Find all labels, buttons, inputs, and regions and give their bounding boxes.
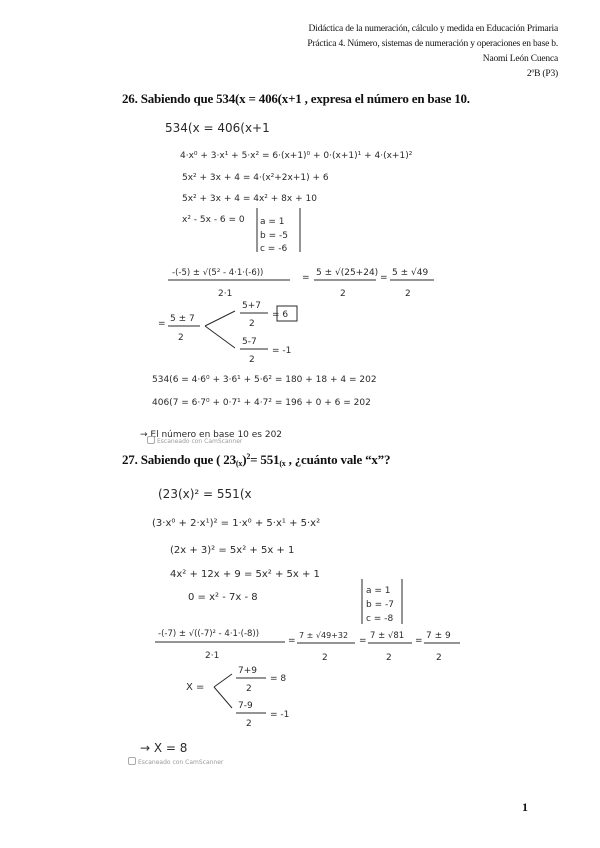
svg-text:=: = (288, 636, 296, 646)
p26-quadratic-numerator: -(-5) ± √(5² - 4·1·(-6)) (172, 268, 264, 278)
p26-root2-denominator: 2 (249, 355, 255, 365)
p27-coef-b: b = -7 (366, 600, 394, 610)
p26-scanner-watermark: Escaneado con CamScanner (147, 436, 242, 445)
p27-quadratic-numerator: -(-7) ± √((-7)² - 4·1·(-8)) (158, 629, 260, 639)
p27-quadratic-final-numerator: 7 ± 9 (426, 631, 451, 641)
p27-coef-c: c = -8 (366, 614, 394, 624)
course-title: Didáctica de la numeración, cálculo y medida en Educación Primaria (308, 24, 558, 34)
author-name: Naomi León Cuenca (482, 54, 558, 64)
svg-text:=: = (359, 636, 367, 646)
p27-line-2: (3·x⁰ + 2·x¹)² = 1·x⁰ + 5·x¹ + 5·x² (152, 518, 321, 529)
p27-quadratic-end-numerator: 7 ± √81 (370, 631, 405, 641)
svg-text:=: = (415, 636, 423, 646)
p26-line-3: 5x² + 3x + 4 = 4·(x²+2x+1) + 6 (182, 173, 329, 183)
p26-root1-denominator: 2 (249, 319, 255, 329)
p26-root2-value: = -1 (272, 346, 292, 356)
p27-root2-value: = -1 (270, 710, 290, 720)
p26-quadratic-denominator: 2·1 (218, 289, 233, 299)
p27-line-4: 4x² + 12x + 9 = 5x² + 5x + 1 (170, 569, 320, 580)
p26-line-4: 5x² + 3x + 4 = 4x² + 8x + 10 (182, 194, 317, 204)
p27-quadratic-denominator: 2·1 (205, 651, 220, 661)
p27-line-3: (2x + 3)² = 5x² + 5x + 1 (170, 545, 295, 556)
scanner-logo-icon (128, 757, 136, 765)
p27-line-1: (23(x)² = 551(x (158, 487, 252, 501)
p27-coef-a: a = 1 (366, 586, 391, 596)
svg-text:=: = (158, 319, 166, 329)
p26-quadratic-middle-denominator: 2 (340, 289, 346, 299)
p26-coef-b: b = -5 (260, 231, 288, 241)
p27-x-label: X = (186, 682, 205, 693)
p27-quadratic-final-denominator: 2 (436, 653, 442, 663)
p26-root1-value: = 6 (272, 310, 289, 320)
p26-line-5: x² - 5x - 6 = 0 (182, 215, 245, 225)
p26-coef-c: c = -6 (260, 244, 288, 254)
p26-check-line-1: 534(6 = 4·6⁰ + 3·6¹ + 5·6² = 180 + 18 + 4 = 202 (152, 375, 377, 385)
p27-quadratic-middle-denominator: 2 (322, 653, 328, 663)
practice-title: Práctica 4. Número, sistemas de numeración y operaciones en base b. (307, 39, 558, 49)
p26-quadratic-end-numerator: 5 ± √49 (392, 268, 429, 278)
p26-root2-numerator: 5-7 (242, 337, 257, 347)
problem-26-heading: 26. Sabiendo que 534(x = 406(x+1 , expresa el número en base 10. (122, 91, 470, 106)
page-number: 1 (522, 800, 528, 814)
p26-quadratic-middle-numerator: 5 ± √(25+24) (316, 268, 379, 278)
p27-root2-denominator: 2 (246, 719, 252, 729)
p27-root1-denominator: 2 (246, 684, 252, 694)
p27-scanner-watermark: Escaneado con CamScanner (128, 757, 223, 766)
p26-roots-denominator: 2 (178, 333, 184, 343)
p26-roots-numerator: 5 ± 7 (170, 314, 195, 324)
p26-line-2: 4·x⁰ + 3·x¹ + 5·x² = 6·(x+1)⁰ + 0·(x+1)¹ + 4·(x+1)² (180, 151, 413, 161)
p27-line-5: 0 = x² - 7x - 8 (188, 592, 258, 603)
problem-27-heading: 27. Sabiendo que ( $23_{(x})^2= 551_{(x}$ , ¿cuánto vale “x”? (122, 452, 391, 468)
problem-26-handwritten-work (0, 112, 600, 447)
p27-quadratic-middle-numerator: 7 ± √49+32 (299, 631, 349, 640)
p26-line-1: 534(x = 406(x+1 (165, 121, 270, 135)
scanner-logo-icon (147, 436, 155, 444)
p27-root1-numerator: 7+9 (238, 666, 257, 676)
svg-text:=: = (380, 273, 388, 283)
group-label: 2ºB (P3) (526, 69, 558, 79)
p26-conclusion: → El número en base 10 es 202 (140, 430, 283, 440)
svg-text:=: = (302, 273, 310, 283)
p27-root1-value: = 8 (270, 674, 287, 684)
p27-conclusion: → X = 8 (140, 741, 188, 755)
p27-root2-numerator: 7-9 (238, 701, 253, 711)
document-header (307, 22, 558, 82)
p27-quadratic-end-denominator: 2 (386, 653, 392, 663)
problem-27-handwritten-work (0, 476, 600, 766)
p26-quadratic-end-denominator: 2 (405, 289, 411, 299)
p26-check-line-2: 406(7 = 6·7⁰ + 0·7¹ + 4·7² = 196 + 0 + 6 = 202 (152, 398, 371, 408)
p26-coef-a: a = 1 (260, 217, 285, 227)
p26-root1-numerator: 5+7 (242, 301, 261, 311)
